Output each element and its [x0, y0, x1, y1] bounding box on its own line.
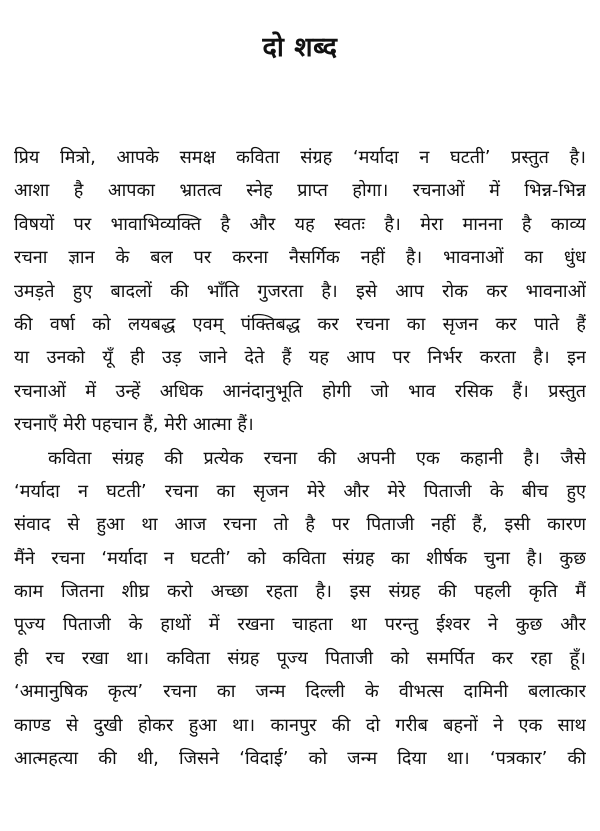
text-line: या उनको यूँ ही उड़ जाने देते हैं यह आप पर निर्भर करता है। इन	[14, 347, 586, 369]
text-line: मैंने रचना ‘मर्यादा न घटती’ को कविता संग्रह का शीर्षक चुना है। कुछ	[14, 547, 586, 569]
text-line: उमड़ते हुए बादलों की भाँति गुजरता है। इसे आप रोक कर भावनाओं	[14, 280, 586, 302]
text-line: संवाद से हुआ था आज रचना तो है पर पिताजी नहीं हैं, इसी कारण	[14, 514, 586, 536]
text-line: ‘अमानुषिक कृत्य’ रचना का जन्म दिल्ली के वीभत्स दामिनी बलात्कार	[14, 681, 586, 703]
text-line: ‘मर्यादा न घटती’ रचना का सृजन मेरे और मेरे पिताजी के बीच हुए	[14, 480, 586, 502]
text-line: रचनाओं में उन्हें अधिक आनंदानुभूति होगी जो भाव रसिक हैं। प्रस्तुत	[14, 380, 586, 402]
text-line: कविता संग्रह की प्रत्येक रचना की अपनी एक कहानी है। जैसे	[48, 447, 586, 469]
text-line: काम जितना शीघ्र करो अच्छा रहता है। इस संग्रह की पहली कृति मैं	[14, 581, 586, 603]
text-line: आत्महत्या की थी, जिसने ‘विदाई’ को जन्म दिया था। ‘पत्रकार’ की	[14, 748, 586, 770]
page-title: दो शब्द	[262, 32, 338, 63]
text-line: विषयों पर भावाभिव्यक्ति है और यह स्वतः है। मेरा मानना है काव्य	[14, 213, 586, 235]
text-line: काण्ड से दुखी होकर हुआ था। कानपुर की दो गरीब बहनों ने एक साथ	[14, 714, 586, 736]
text-line: रचनाएँ मेरी पहचान हैं, मेरी आत्मा हैं।	[14, 414, 254, 436]
text-line: रचना ज्ञान के बल पर करना नैसर्गिक नहीं है। भावनाओं का धुंध	[14, 247, 586, 269]
text-line: आशा है आपका भ्रातत्व स्नेह प्राप्त होगा। रचनाओं में भिन्न-भिन्न	[14, 180, 586, 202]
body-text	[14, 141, 586, 775]
text-line: पूज्य पिताजी के हाथों में रखना चाहता था परन्तु ईश्वर ने कुछ और	[14, 614, 586, 636]
text-line: ही रच रखा था। कविता संग्रह पूज्य पिताजी को समर्पित कर रहा हूँ।	[14, 647, 586, 669]
text-line: प्रिय मित्रो, आपके समक्ष कविता संग्रह ‘मर्यादा न घटती’ प्रस्तुत है।	[14, 147, 586, 168]
text-line: की वर्षा को लयबद्ध एवम् पंक्तिबद्ध कर रचना का सृजन कर पाते हैं	[14, 313, 586, 335]
